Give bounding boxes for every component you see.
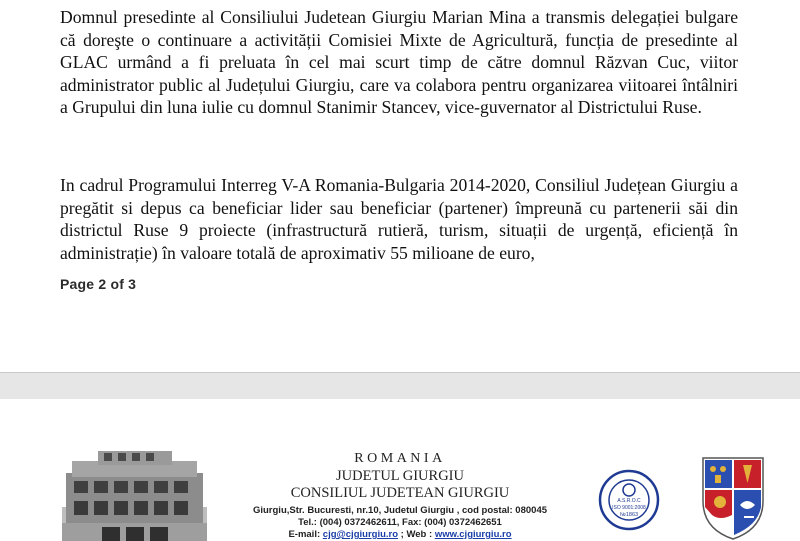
web-link[interactable]: www.cjgiurgiu.ro (434, 529, 512, 540)
letterhead-address: Giurgiu,Str. Bucuresti, nr.10, Judetul Giurgiu , cod postal: 080045 (252, 505, 548, 516)
iso-certification-seal-icon (598, 469, 660, 531)
letterhead-county: JUDETUL GIURGIU (336, 468, 464, 484)
body-paragraph-2: In cadrul Programului Interreg V-A Romania-Bulgaria 2014-2020, Consiliul Județean Giurgiu a pregătit si depus ca beneficiar lider sau beneficiar (partener) împreună cu partenerii săi din districtul Ruse 9 proiecte (infrastructură rutieră, turism, situații de urgență, eficiență în administrație) în valoare totală de aproximativ 55 milioane de euro, (60, 175, 738, 263)
letterhead-council: CONSILIUL JUDETEAN GIURGIU (290, 485, 510, 501)
letterhead-country: ROMANIA (354, 451, 446, 466)
giurgiu-coat-of-arms-icon (700, 455, 766, 541)
email-label: E-mail: (288, 529, 321, 540)
page-number (60, 276, 136, 292)
page-separator (0, 372, 800, 400)
letterhead-phones: Tel.: (004) 0372462611, Fax: (004) 0372462651 (298, 517, 502, 528)
page-total: 3 (128, 276, 137, 292)
email-link[interactable]: cjg@cjgiurgiu.ro (322, 529, 399, 540)
county-building-photo (62, 447, 207, 541)
page-label: Page (60, 276, 95, 292)
seal-text-top: A.S.R.O.C (617, 498, 641, 504)
web-label: ; Web : (400, 529, 433, 540)
next-page-letterhead (0, 399, 800, 541)
page-of: of (110, 276, 125, 292)
seal-text-iso: ISO 9001:2008 (612, 505, 646, 511)
page-current: 2 (98, 276, 107, 292)
seal-text-number: №1863 (619, 512, 639, 518)
letterhead-text (230, 451, 570, 541)
letterhead-contact (230, 529, 570, 541)
body-paragraph-1: Domnul presedinte al Consiliului Judetean Giurgiu Marian Mina a transmis delegației bulgare că doreşte o continuare a activității Comisiei Mixte de Agricultură, funcția de presedinte al GLAC urmând a fi preluata în cel mai scurt timp de către domnul Răzvan Cuc, viitor administrator public al Județului Giurgiu, care va colabora pentru organizarea viitoarei întâlniri a Grupului din luna iulie cu domnul Stanimir Stancev, vice-guvernator al Districtului Ruse. (60, 7, 738, 117)
